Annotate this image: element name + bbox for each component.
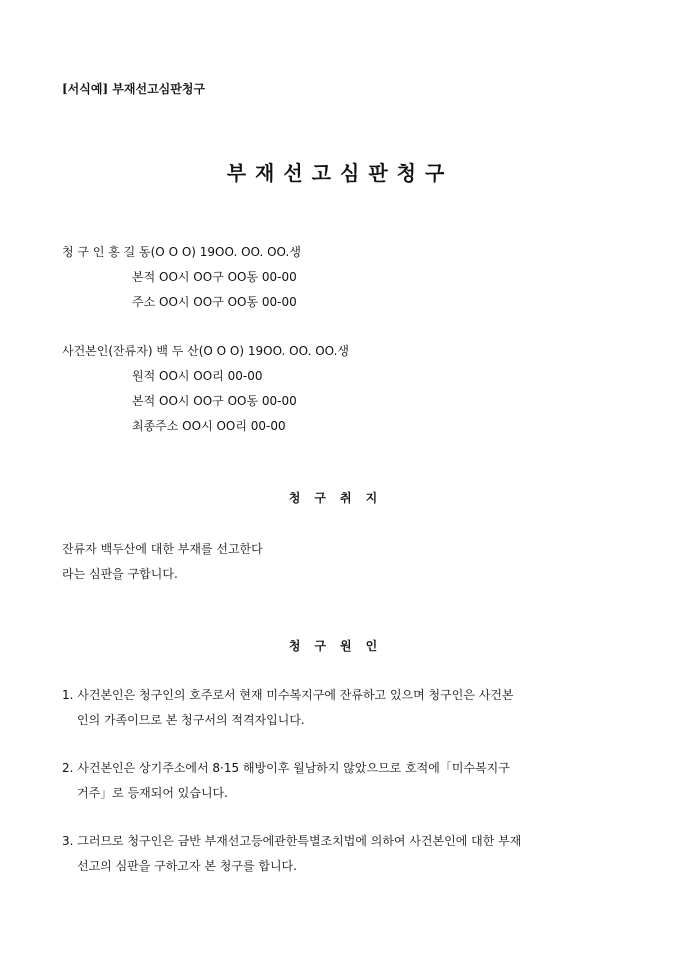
claimant-registry: 본적 OO시 OO구 OO동 00-00: [132, 270, 297, 284]
purpose-heading: 청구취지: [288, 491, 392, 505]
purpose-line-2: 라는 심판을 구합니다.: [62, 567, 178, 581]
subject-line: 사건본인(잔류자) 백 두 산(O O O) 19OO. OO. OO.생: [62, 344, 350, 358]
claimant-line: 청 구 인 홍 길 동(O O O) 19OO. OO. OO.생: [62, 245, 301, 259]
claimant-address: 주소 OO시 OO구 OO동 00-00: [132, 295, 297, 309]
form-label: [서식예] 부재선고심판청구: [62, 82, 206, 96]
cause-item-3-line-1: 3. 그러므로 청구인은 금반 부재선고등에관한특별조치법에 의하여 사건본인에 대한 부재: [62, 834, 522, 848]
subject-registry: 본적 OO시 OO구 OO동 00-00: [132, 394, 297, 408]
cause-item-1: [62, 683, 622, 733]
subject-origin: 원적 OO시 OO리 00-00: [132, 369, 263, 383]
cause-item-3: [62, 829, 622, 879]
cause-heading: 청구원인: [288, 639, 392, 653]
cause-item-1-line-2: 인의 가족이므로 본 청구서의 적격자입니다.: [77, 713, 305, 727]
page-title: 부재선고심판청구: [226, 161, 454, 185]
purpose-line-1: 잔류자 백두산에 대한 부재를 선고한다: [62, 542, 263, 556]
subject-last-address: 최종주소 OO시 OO리 00-00: [132, 419, 286, 433]
cause-item-1-line-1: 1. 사건본인은 청구인의 호주로서 현재 미수복지구에 잔류하고 있으며 청구인은 사건본: [62, 688, 514, 702]
cause-item-2: [62, 756, 622, 806]
cause-item-2-line-2: 거주」로 등재되어 있습니다.: [77, 786, 228, 800]
cause-item-3-line-2: 선고의 심판을 구하고자 본 청구를 합니다.: [77, 859, 297, 873]
cause-item-2-line-1: 2. 사건본인은 상기주소에서 8·15 해방이후 월남하지 않았으므로 호적에「미수복지구: [62, 761, 510, 775]
